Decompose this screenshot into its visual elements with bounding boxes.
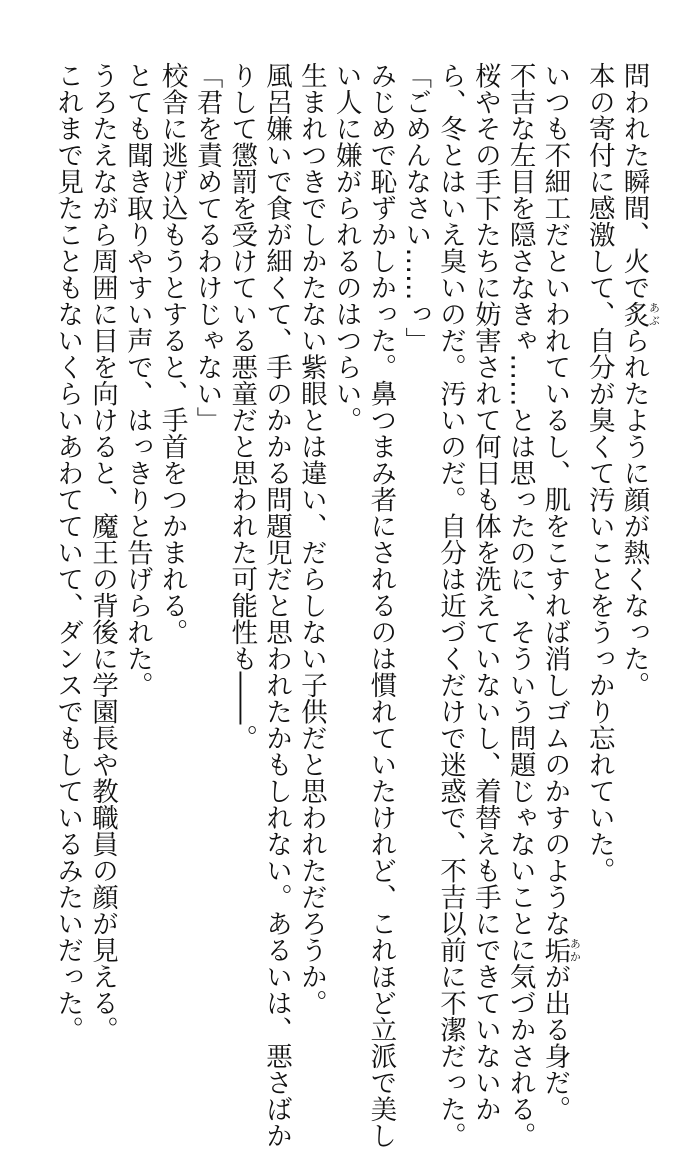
ruby-base: 炙 (618, 300, 650, 327)
text-line-1 (616, 62, 660, 962)
text-line-15: とても聞き取りやすい声で、はっきりと告げられた。 (121, 62, 153, 698)
text-segment: られたように顔が熱くなった。 (618, 327, 650, 698)
text-line-10: 生まれつきでしかたない紫眼とは違い、だらしない子供だと思われただろうか。 (295, 62, 327, 1016)
text-line-17: これまで見たこともないくらいあわてていて、ダンスでもしているみたいだった。 (52, 62, 84, 1043)
text-segment: いつも不細工だといわれているし、肌をこすれば消しゴムのかすのような (539, 62, 571, 937)
text-line-16: うろたえながら周囲に目を向けると、魔王の背後に学園長や教職員の顔が見える。 (87, 62, 119, 1043)
ruby-reading: あか (568, 936, 582, 963)
text-line-9: い人に嫌がられるのはつらい。 (330, 62, 362, 433)
text-line-8: みじめで恥ずかしかった。鼻つまみ者にされるのは慣れていたけれど、これほど立派で美し (365, 62, 397, 1149)
text-line-4: 不吉な左目を隠さなきゃ……とは思ったのに、そういう問題じゃないことに気づかされる。 (504, 62, 536, 1149)
text-line-13: 「君を責めてるわけじゃない」 (191, 62, 223, 433)
text-segment: 問われた瞬間、火で (618, 62, 650, 301)
text-line-3 (537, 62, 582, 1122)
text-line-12: りして懲罰を受けている悪童だと思われた可能性も――。 (226, 62, 258, 751)
text-line-11: 風呂嫌いで食が細くて、手のかかる問題児だと思われたかもしれない。あるいは、悪さばか (261, 62, 293, 1149)
ruby-base: 垢 (539, 936, 571, 963)
text-line-5: 桜やその手下たちに妨害されて何日も体を洗えていないし、着替えも手にできていないか (469, 62, 501, 1122)
text-line-6: ら、冬とはいえ臭いのだ。汚いのだ。自分は近づくだけで迷惑で、不吉以前に不潔だった。 (435, 62, 467, 1149)
ruby-annotation (539, 936, 582, 964)
text-line-14: 校舎に逃げ込もうとすると、手首をつかまれる。 (156, 62, 188, 645)
ruby-annotation (618, 300, 661, 328)
text-segment: が出る身だ。 (539, 963, 571, 1122)
text-line-2: 本の寄付に感激して、自分が臭くて汚いことをうっかり忘れていた。 (583, 62, 615, 884)
vertical-text-block (26, 62, 661, 1149)
ruby-reading: あぶ (647, 300, 661, 327)
text-line-7: 「ごめんなさい……っ」 (400, 62, 432, 354)
